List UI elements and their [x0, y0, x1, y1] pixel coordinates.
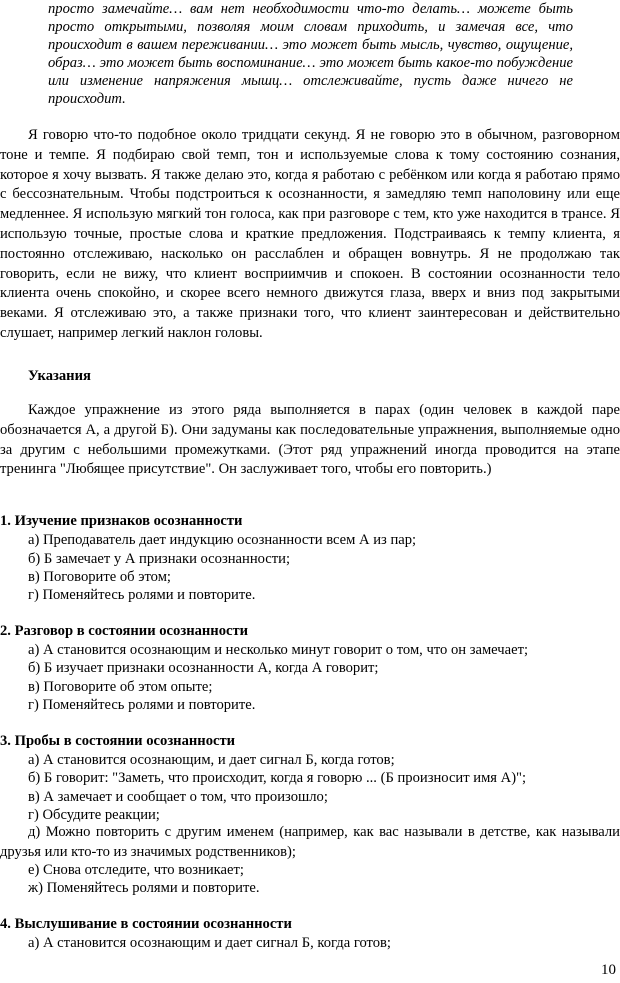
section-1-item-b: б) Б замечает у А признаки осознанности;: [28, 551, 291, 567]
section-3-item-b: б) Б говорит: "Заметь, что происходит, когда я говорю ... (Б произносит имя А)";: [28, 770, 527, 786]
section-2-item-b: б) Б изучает признаки осознанности А, когда А говорит;: [28, 660, 379, 676]
section-1-title: 1. Изучение признаков осознанности: [0, 513, 243, 529]
section-2-item-d: г) Поменяйтесь ролями и повторите.: [28, 697, 256, 713]
section-3-title: 3. Пробы в состоянии осознанности: [0, 733, 236, 749]
section-4-title: 4. Выслушивание в состоянии осознанности: [0, 916, 292, 932]
section-3-item-a: а) А становится осознающим, и дает сигнал Б, когда готов;: [28, 752, 395, 768]
section-1-item-c: в) Поговорите об этом;: [28, 569, 171, 585]
italic-quote: просто замечайте… вам нет необходимости что-то делать… можете быть просто открытыми, позволяя моим словам приходить, и замечая все, что происходит в вашем переживании… это может быть мысль, чувство, ощущение, образ… это может быть воспоминание… это может быть какое-то побуждение или изменение напряжения мышц… отслеживайте, пусть даже ничего не происходит.: [48, 1, 573, 108]
paragraph-body-2: Каждое упражнение из этого ряда выполняется в парах (один человек в каждой паре обозначается А, а другой Б). Они задуманы как последовательные упражнения, выполняемые одно за другим с небольшими промежутками. (Этот ряд упражнений иногда проводится на этапе тренинга "Любящее присутствие". Он заслуживает того, чтобы его повторить.): [0, 402, 620, 478]
page-number: 10: [601, 962, 616, 978]
section-2-item-c: в) Поговорите об этом опыте;: [28, 679, 213, 695]
section-2-title: 2. Разговор в состоянии осознанности: [0, 623, 249, 639]
section-1-item-a: а) Преподаватель дает индукцию осознанности всем А из пар;: [28, 532, 417, 548]
section-3-item-c: в) А замечает и сообщает о том, что произошло;: [28, 789, 328, 805]
section-1-item-d: г) Поменяйтесь ролями и повторите.: [28, 587, 256, 603]
instructions-heading: Указания: [28, 368, 91, 384]
section-3-item-f: е) Снова отследите, что возникает;: [28, 862, 244, 878]
paragraph-body-1: Я говорю что-то подобное около тридцати секунд. Я не говорю это в обычном, разговорном тоне и темпе. Я подбираю свой темп, тон и используемые слова к тому состоянию сознания, которое я хочу вызвать. Я также делаю это, когда я работаю с ребёнком или когда я работаю прямо с бессознательным. Чтобы подстроиться к осознанности, я замедляю темп наполовину или еще медленнее. Я использую мягкий тон голоса, как при разговоре с тем, кто уже находится в трансе. Я использую точные, простые слова и краткие предложения. Подстраиваясь к темпу клиента, я постоянно отслеживаю, насколько он расслаблен и обращен вовнутрь. Я не продолжаю так говорить, если не вижу, что клиент восприимчив и спокоен. В состоянии осознанности тело клиента очень спокойно, и скорее всего немного движутся глаза, вверх и вниз под закрытыми веками. Я отслеживаю это, а также признаки того, что клиент заинтересован и действительно слушает, например легкий наклон головы.: [0, 127, 620, 341]
section-2-item-a: а) А становится осознающим и несколько минут говорит о том, что он замечает;: [28, 642, 529, 658]
section-3-item-e: д) Можно повторить с другим именем (например, как вас называли в детстве, как называли друзья или кто-то из значимых родственников);: [0, 824, 620, 860]
section-3-item-g: ж) Поменяйтесь ролями и повторите.: [28, 880, 260, 896]
section-4-item-a: а) А становится осознающим и дает сигнал Б, когда готов;: [28, 935, 391, 951]
section-3-item-d: г) Обсудите реакции;: [28, 807, 160, 823]
